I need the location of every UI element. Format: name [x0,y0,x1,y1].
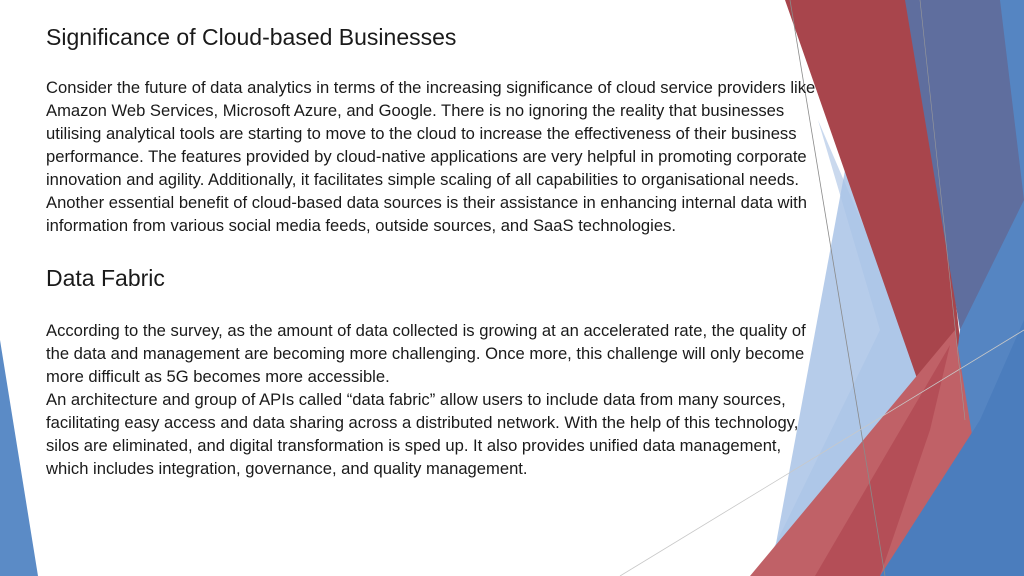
paragraph-data-fabric-architecture: An architecture and group of APIs called “data fabric” allow users to include data from many sources, facilitating easy access and data sharing across a distributed network. With the help of this technology, silos are eliminated, and digital transformation is sped up. It also provides unified data management, which includes integration, governance, and quality management. [46,390,799,478]
paragraph-cloud: Consider the future of data analytics in terms of the increasing significance of cloud service providers like Amazon Web Services, Microsoft Azure, and Google. There is no ignoring the reality that businesses utilising analytical tools are starting to move to the cloud to increase the effectiveness of their business performance. The features provided by cloud-native applications are very helpful in promoting corporate innovation and agility. Additionally, it facilitates simple scaling of all capabilities to organisational needs. Another essential benefit of cloud-based data sources is their assistance in enhancing internal data with information from various social media feeds, outside sources, and SaaS technologies. [46,78,816,235]
left-blue-sliver [0,340,38,576]
section-heading-data-fabric: Data Fabric [46,265,165,291]
slide-content [46,22,821,480]
paragraph-data-fabric-survey: According to the survey, as the amount of data collected is growing at an accelerated rate, the quality of the data and management are becoming more challenging. Once more, this challenge will only become more difficult as 5G becomes more accessible. [46,321,806,386]
section-heading-cloud: Significance of Cloud-based Businesses [46,24,457,50]
